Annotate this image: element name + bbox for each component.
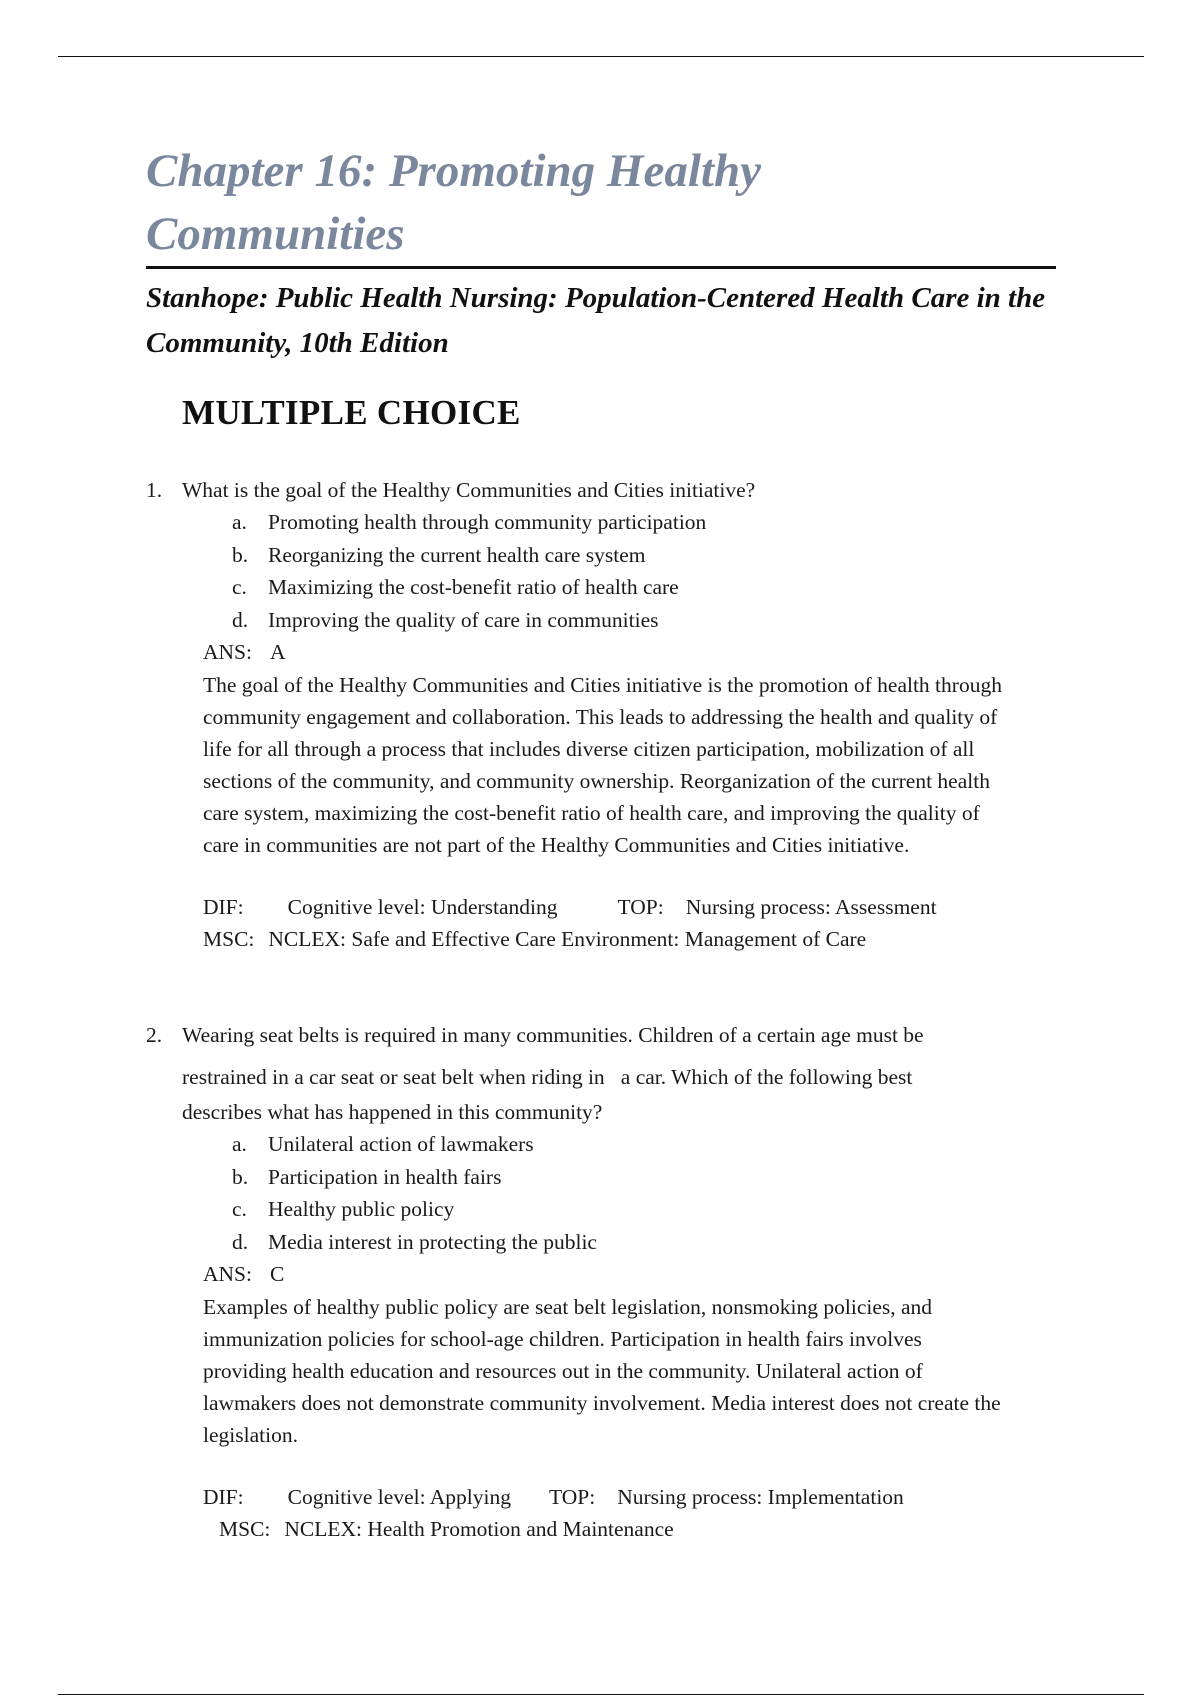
answer-line — [146, 1258, 1046, 1291]
title-underline-rule — [146, 266, 1056, 269]
question-1 — [146, 474, 1046, 955]
option-b — [146, 539, 1046, 572]
option-letter: d. — [232, 607, 249, 632]
option-a — [146, 1128, 1046, 1161]
page-bottom-rule — [58, 1694, 1144, 1695]
top-value: Nursing process: Implementation — [617, 1484, 904, 1509]
question-number: 1. — [146, 478, 163, 502]
msc-label: MSC: — [203, 926, 255, 951]
answer-value: A — [269, 640, 286, 664]
answer-options — [146, 1128, 1046, 1258]
question-number: 2. — [146, 1023, 163, 1047]
option-text: Media interest in protecting the public — [268, 1229, 597, 1254]
msc-value: NCLEX: Safe and Effective Care Environment: Management of Care — [268, 926, 867, 951]
option-letter: a. — [232, 510, 247, 534]
option-letter: d. — [232, 1229, 249, 1254]
option-text: Promoting health through community participation — [268, 510, 707, 534]
top-label: TOP: — [617, 894, 664, 919]
dif-top-row — [203, 1481, 1046, 1513]
question-stem: What is the goal of the Healthy Communities and Cities initiative? — [182, 478, 756, 502]
rationale-text: Examples of healthy public policy are seat belt legislation, nonsmoking policies, and immunization policies for school-age children. Participation in health fairs involves providing health education and resources out in the community. Unilateral action of lawmakers does not demonstrate community involvement. Media interest does not create the legislation. — [203, 1294, 1001, 1447]
option-letter: b. — [232, 1164, 249, 1189]
option-text: Participation in health fairs — [268, 1164, 502, 1189]
option-c — [146, 1193, 1046, 1226]
option-d — [146, 604, 1046, 637]
option-c — [146, 571, 1046, 604]
msc-row — [203, 1513, 1046, 1545]
option-letter: b. — [232, 542, 249, 567]
option-text: Maximizing the cost-benefit ratio of health care — [268, 575, 679, 599]
question-stem-line: restrained in a car seat or seat belt when riding in a car. Which of the following best — [182, 1065, 913, 1089]
option-text: Reorganizing the current health care system — [268, 542, 646, 567]
dif-label: DIF: — [203, 894, 244, 919]
dif-label: DIF: — [203, 1484, 244, 1509]
option-text: Unilateral action of lawmakers — [268, 1132, 534, 1156]
answer-value: C — [269, 1262, 285, 1286]
question-stem — [182, 1019, 1046, 1128]
question-stem-line: describes what has happened in this community? — [182, 1100, 603, 1124]
msc-label: MSC: — [219, 1516, 271, 1541]
msc-row — [203, 923, 1046, 955]
question-metadata — [146, 891, 1046, 955]
top-label: TOP: — [548, 1484, 596, 1509]
option-letter: c. — [232, 575, 247, 599]
question-stem-line: Wearing seat belts is required in many communities. Children of a certain age must be — [182, 1023, 924, 1047]
option-text: Healthy public policy — [268, 1197, 455, 1221]
option-text: Improving the quality of care in communities — [268, 607, 659, 632]
dif-value: Cognitive level: Understanding — [287, 894, 558, 919]
option-b — [146, 1161, 1046, 1194]
msc-value: NCLEX: Health Promotion and Maintenance — [284, 1516, 674, 1541]
top-value: Nursing process: Assessment — [685, 894, 937, 919]
book-title: Stanhope: Public Health Nursing: Population-Centered Health Care in the Community, 10th Edition — [146, 282, 1046, 359]
section-heading: MULTIPLE CHOICE — [182, 393, 521, 432]
question-2 — [146, 1019, 1046, 1545]
answer-line — [146, 636, 1046, 669]
answer-options — [146, 506, 1046, 636]
rationale-text: The goal of the Healthy Communities and Cities initiative is the promotion of health through community engagement and collaboration. This leads to addressing the health and quality of life for all through a process that includes diverse citizen participation, mobilization of all sections of the community, and community ownership. Reorganization of the current health care system, maximizing the cost-benefit ratio of health care, and improving the quality of care in communities are not part of the Healthy Communities and Cities initiative. — [203, 672, 1002, 857]
option-letter: c. — [232, 1197, 247, 1221]
question-metadata — [146, 1481, 1046, 1545]
answer-label: ANS: — [203, 640, 252, 664]
dif-top-row — [203, 891, 1046, 923]
question-stem-row — [146, 1019, 1046, 1128]
page-top-rule — [58, 56, 1144, 57]
question-stem-row — [146, 474, 1046, 506]
option-d — [146, 1226, 1046, 1259]
option-a — [146, 506, 1046, 539]
chapter-title: Chapter 16: Promoting Healthy Communities — [146, 145, 761, 260]
dif-value: Cognitive level: Applying — [287, 1484, 511, 1509]
answer-label: ANS: — [203, 1262, 252, 1286]
option-letter: a. — [232, 1132, 247, 1156]
